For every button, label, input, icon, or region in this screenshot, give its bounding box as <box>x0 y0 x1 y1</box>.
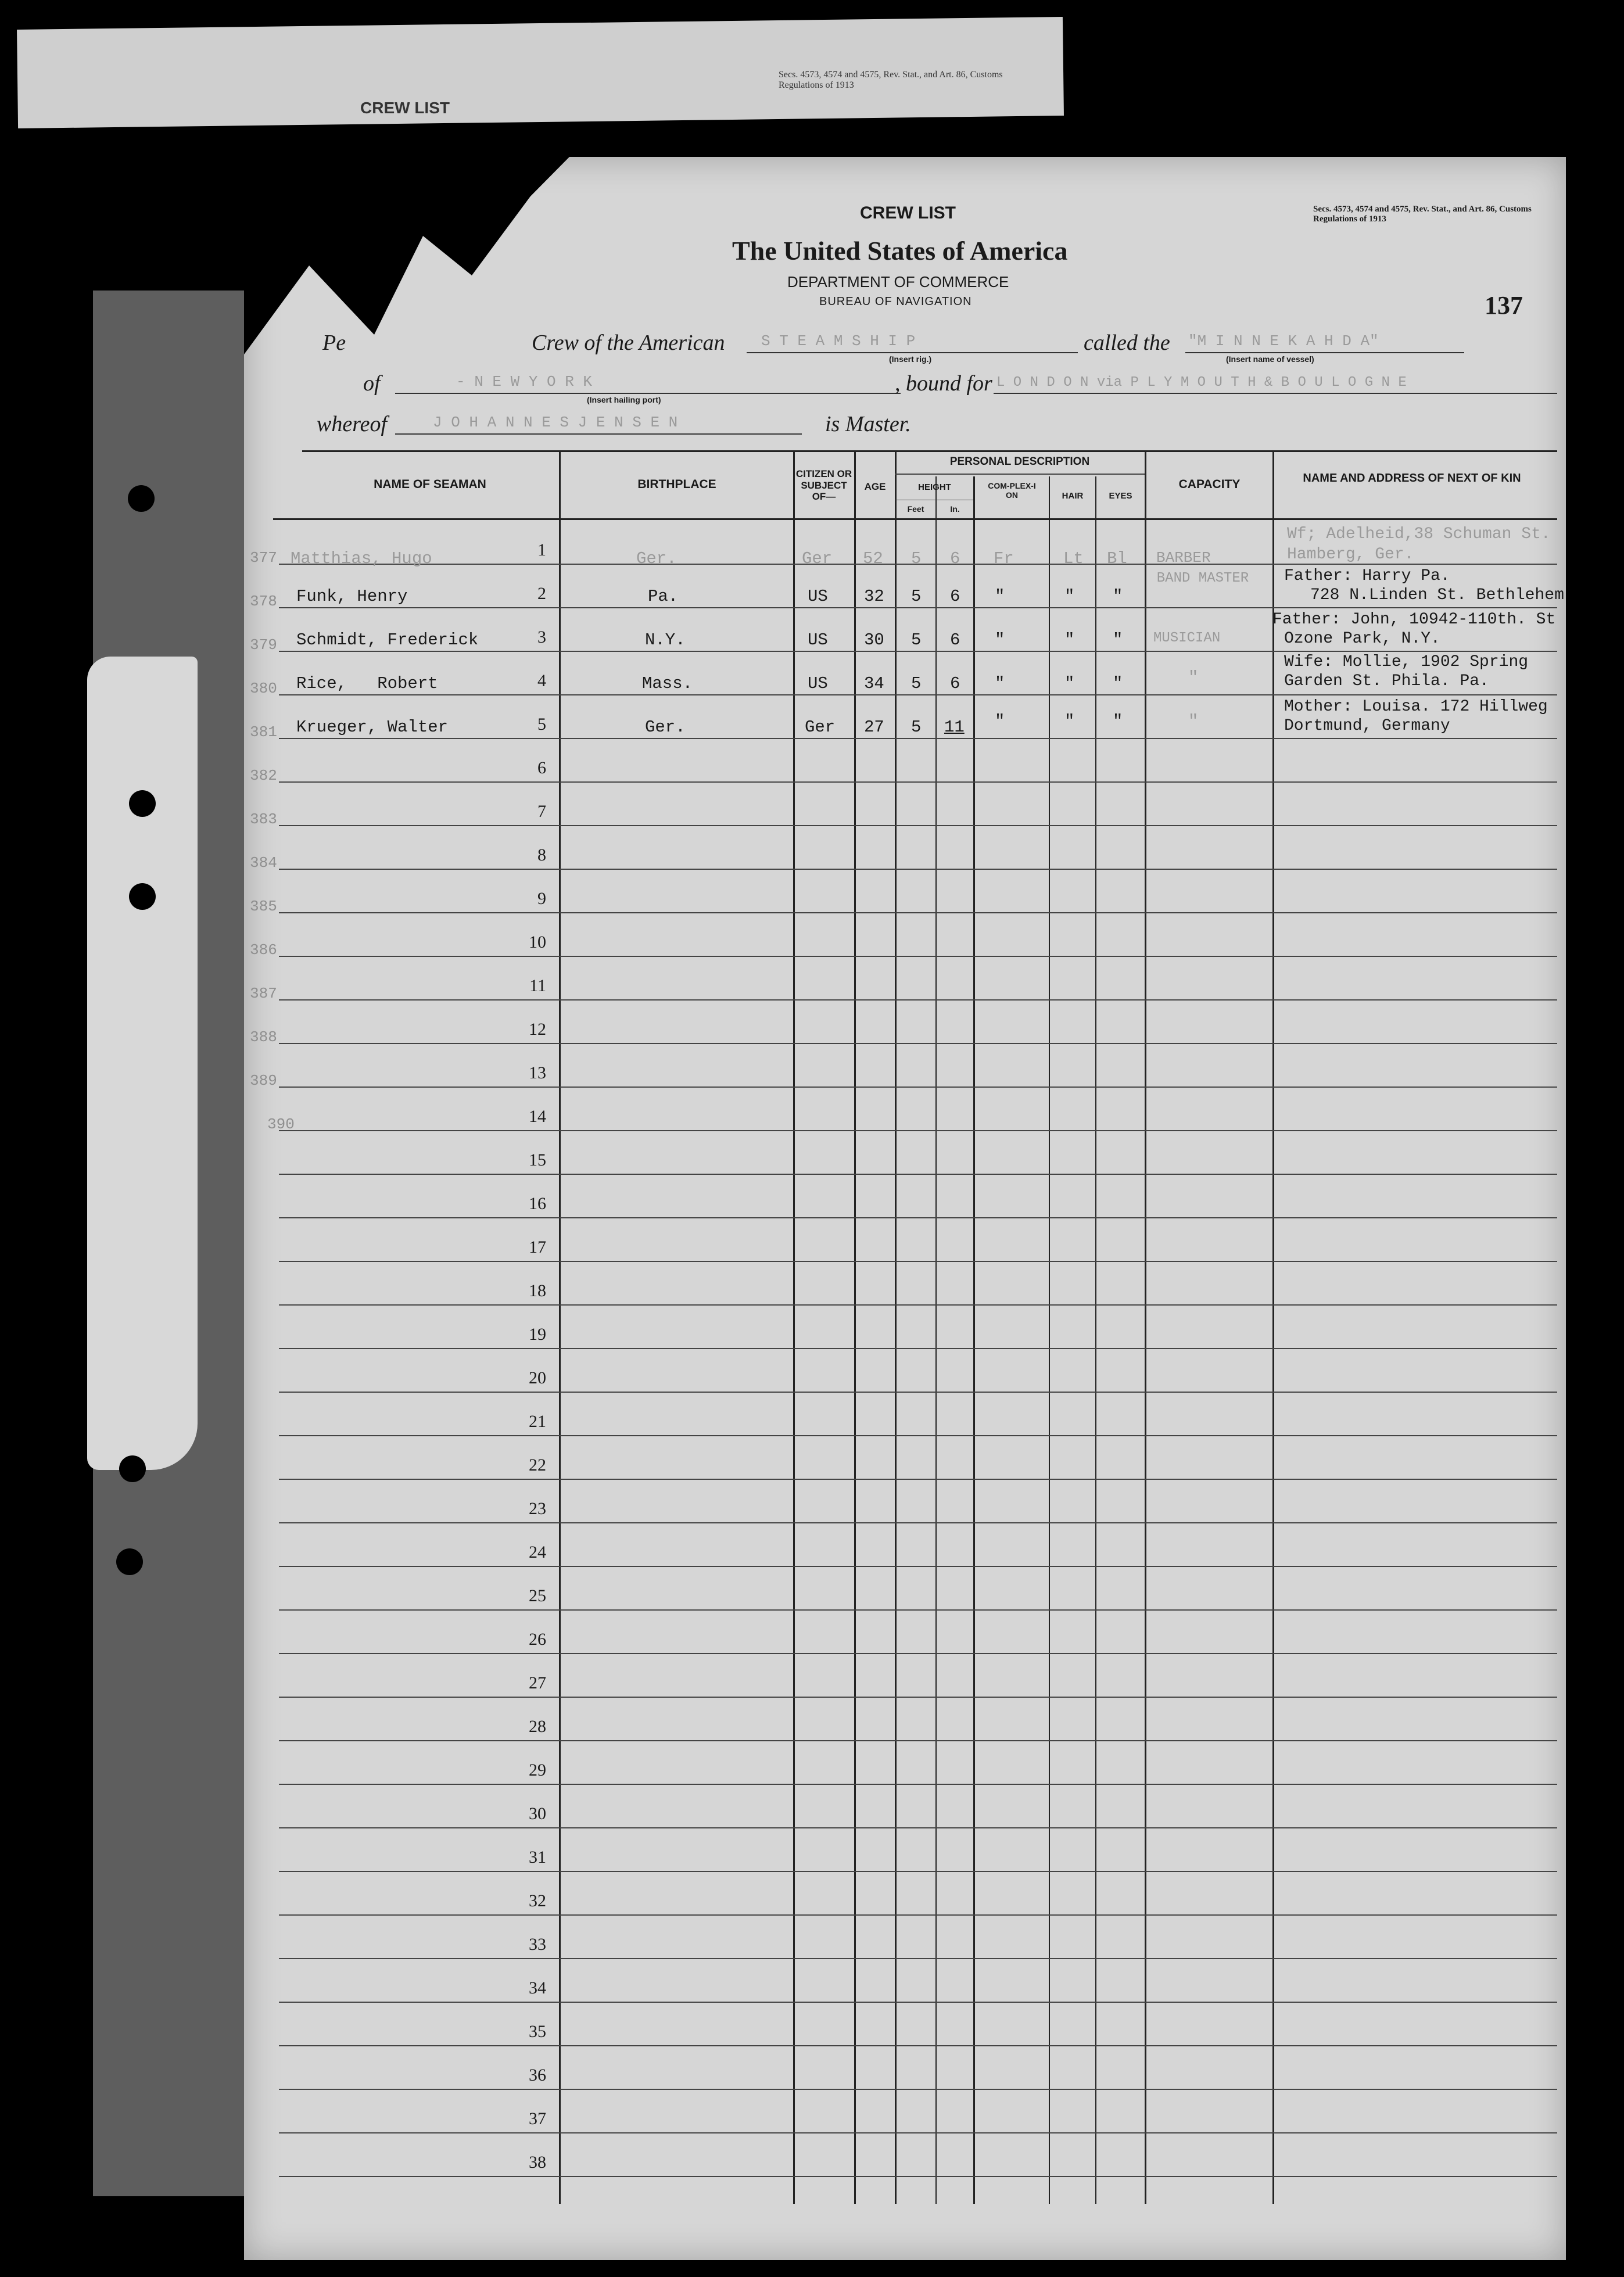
citizen: Ger <box>805 718 836 737</box>
hair: " <box>1064 674 1075 693</box>
row-number: 36 <box>529 2066 546 2085</box>
vessel-value: "M I N N E K A H D A" <box>1188 332 1379 350</box>
row-number: 9 <box>537 889 546 908</box>
eyes: " <box>1113 674 1123 693</box>
age: 27 <box>864 718 884 737</box>
back-sheet-title: CREW LIST <box>360 99 450 117</box>
complexion: " <box>995 630 1005 650</box>
row-number: 30 <box>529 1804 546 1823</box>
table-header-rule <box>273 518 1557 520</box>
row-number: 2 <box>537 584 546 603</box>
height-feet: 5 <box>911 630 922 650</box>
height-feet: 5 <box>911 549 922 568</box>
height-inches: 11 <box>944 718 965 737</box>
side-number: 380 <box>250 680 277 697</box>
punch-hole <box>116 1548 143 1575</box>
row-number: 37 <box>529 2109 546 2128</box>
row-number: 17 <box>529 1238 546 1257</box>
punch-hole <box>129 883 156 910</box>
side-number: 386 <box>250 941 277 959</box>
row-number: 24 <box>529 1543 546 1562</box>
row-number: 32 <box>529 1891 546 1910</box>
capacity: " <box>1188 712 1199 731</box>
next-of-kin-line: Hamberg, Ger. <box>1287 546 1414 564</box>
row-number: 22 <box>529 1455 546 1475</box>
row-number: 19 <box>529 1325 546 1344</box>
row-number: 25 <box>529 1586 546 1605</box>
rig-caption: (Insert rig.) <box>889 354 932 364</box>
height-feet: 5 <box>911 587 922 606</box>
punch-hole <box>119 1455 146 1482</box>
row-number: 12 <box>529 1020 546 1039</box>
side-number: 390 <box>267 1116 295 1133</box>
port-caption: (Insert hailing port) <box>587 395 661 404</box>
row-number: 7 <box>537 802 546 821</box>
capacity: BAND MASTER <box>1156 571 1249 586</box>
punch-hole <box>129 790 156 817</box>
height-inches: 6 <box>950 587 960 606</box>
next-of-kin-line: Ozone Park, N.Y. <box>1284 630 1440 648</box>
side-number: 377 <box>250 549 277 566</box>
col-name-of-seaman: NAME OF SEAMAN <box>374 478 486 491</box>
eyes: Bl <box>1107 549 1127 568</box>
birthplace: Pa. <box>648 587 679 606</box>
whereof-label: whereof <box>317 412 388 436</box>
side-number: 381 <box>250 723 277 741</box>
next-of-kin-line: Father: Harry Pa. <box>1284 567 1450 585</box>
personal-rule <box>895 474 1145 475</box>
col-birthplace: BIRTHPLACE <box>637 478 716 491</box>
complexion: " <box>995 712 1005 731</box>
eyes: " <box>1113 712 1123 731</box>
col-age: AGE <box>864 481 886 492</box>
seaman-name: Funk, Henry <box>296 587 408 606</box>
birthplace: Ger. <box>636 549 677 568</box>
birthplace: Mass. <box>642 674 693 693</box>
row-number: 1 <box>537 540 546 560</box>
seaman-name: Krueger, Walter <box>296 718 449 737</box>
col-capacity: CAPACITY <box>1178 478 1241 491</box>
col-inches: In. <box>950 504 960 514</box>
row-number: 5 <box>537 715 546 734</box>
of-label: of <box>363 371 381 396</box>
capacity: MUSICIAN <box>1153 630 1221 646</box>
row-number: 27 <box>529 1673 546 1692</box>
row-number: 13 <box>529 1063 546 1082</box>
row-number: 21 <box>529 1412 546 1431</box>
col-eyes: EYES <box>1109 491 1132 501</box>
height-inches: 6 <box>950 630 960 650</box>
side-number: 383 <box>250 811 277 828</box>
eyes: " <box>1113 630 1123 650</box>
row-number: 38 <box>529 2153 546 2172</box>
back-sheet-sections: Secs. 4573, 4574 and 4575, Rev. Stat., and Art. 86, Customs Regulations of 1913 <box>779 70 1003 90</box>
col-citizen: CITIZEN OR SUBJECT OF— <box>795 468 852 503</box>
height-inches: 6 <box>950 549 960 568</box>
birthplace: N.Y. <box>645 630 686 650</box>
side-number: 385 <box>250 898 277 915</box>
department: DEPARTMENT OF COMMERCE <box>787 273 1009 291</box>
next-of-kin-line: Wf; Adelheid,38 Schuman St. <box>1287 525 1551 543</box>
bureau: BUREAU OF NAVIGATION <box>819 295 972 308</box>
citizen: US <box>808 630 828 650</box>
next-of-kin-line: 728 N.Linden St. Bethlehem <box>1310 586 1564 604</box>
port-value: - N E W Y O R K <box>456 373 593 390</box>
side-number: 387 <box>250 985 277 1002</box>
side-number: 389 <box>250 1072 277 1089</box>
master-label: is Master. <box>825 412 911 436</box>
row-number: 18 <box>529 1281 546 1300</box>
hair: " <box>1064 630 1075 650</box>
row-number: 10 <box>529 933 546 952</box>
table-top-rule <box>302 450 1557 452</box>
form-title: CREW LIST <box>860 203 956 223</box>
hair: " <box>1064 587 1075 606</box>
side-number: 382 <box>250 767 277 784</box>
vessel-caption: (Insert name of vessel) <box>1226 354 1314 364</box>
side-number: 384 <box>250 854 277 872</box>
line1-mid: Crew of the American <box>532 331 725 355</box>
height-feet: 5 <box>911 674 922 693</box>
country-title: The United States of America <box>732 236 1068 266</box>
age: 34 <box>864 674 884 693</box>
row-number: 28 <box>529 1717 546 1736</box>
col-height: HEIGHT <box>918 482 951 492</box>
citizen: US <box>808 674 828 693</box>
col-hair: HAIR <box>1062 491 1084 501</box>
age: 30 <box>864 630 884 650</box>
row-number: 11 <box>529 976 546 995</box>
row-number: 33 <box>529 1935 546 1954</box>
complexion: " <box>995 674 1005 693</box>
rig-value: S T E A M S H I P <box>761 332 916 350</box>
row-number: 16 <box>529 1194 546 1213</box>
torn-paper-edge <box>87 657 198 1470</box>
side-number: 379 <box>250 636 277 654</box>
row-number: 8 <box>537 845 546 865</box>
punch-hole <box>128 485 155 512</box>
next-of-kin-line: Wife: Mollie, 1902 Spring <box>1284 653 1529 671</box>
hair: " <box>1064 712 1075 731</box>
citizen: Ger <box>802 549 833 568</box>
next-of-kin-line: Father: John, 10942-110th. St <box>1272 611 1556 629</box>
row-number: 3 <box>537 627 546 647</box>
row-number: 6 <box>537 758 546 777</box>
destination-value: L O N D O N via P L Y M O U T H & B O U L O G N E <box>996 375 1407 390</box>
row-number: 29 <box>529 1760 546 1780</box>
bound-label: , bound for <box>895 371 992 396</box>
row-number: 35 <box>529 2022 546 2041</box>
complexion: " <box>995 587 1005 606</box>
age: 52 <box>863 549 883 568</box>
page-number: 137 <box>1485 291 1523 320</box>
side-number: 378 <box>250 593 277 610</box>
height-feet: 5 <box>911 718 922 737</box>
age: 32 <box>864 587 884 606</box>
eyes: " <box>1113 587 1123 606</box>
row-number: 15 <box>529 1150 546 1170</box>
col-personal-description: PERSONAL DESCRIPTION <box>949 456 1090 468</box>
col-complexion: COM-PLEX-ION <box>988 481 1036 500</box>
citizen: US <box>808 587 828 606</box>
capacity: " <box>1188 668 1199 687</box>
regulation-sections: Secs. 4573, 4574 and 4575, Rev. Stat., and Art. 86, Customs Regulations of 1913 <box>1313 205 1532 224</box>
master-value: J O H A N N E S J E N S E N <box>433 414 678 431</box>
line1-prefix: Pe <box>322 331 346 355</box>
row-number: 31 <box>529 1848 546 1867</box>
row-number: 14 <box>529 1107 546 1126</box>
row-number: 4 <box>537 671 546 690</box>
called-label: called the <box>1084 331 1170 355</box>
seaman-name: Schmidt, Frederick <box>296 630 479 650</box>
row-number: 26 <box>529 1630 546 1649</box>
seaman-name: Rice, Robert <box>296 674 438 693</box>
birthplace: Ger. <box>645 718 686 737</box>
height-inches: 6 <box>950 674 960 693</box>
next-of-kin-line: Mother: Louisa. 172 Hillweg <box>1284 698 1548 716</box>
next-of-kin-line: Garden St. Phila. Pa. <box>1284 672 1489 690</box>
complexion: Fr <box>994 549 1014 568</box>
row-number: 20 <box>529 1368 546 1387</box>
capacity: BARBER <box>1156 549 1211 566</box>
row-number: 34 <box>529 1978 546 1998</box>
col-next-of-kin: NAME AND ADDRESS OF NEXT OF KIN <box>1303 472 1521 485</box>
side-number: 388 <box>250 1028 277 1046</box>
seaman-name: Matthias, Hugo <box>291 549 432 568</box>
row-number: 23 <box>529 1499 546 1518</box>
col-feet: Feet <box>907 504 924 514</box>
hair: Lt <box>1063 549 1084 568</box>
next-of-kin-line: Dortmund, Germany <box>1284 717 1450 735</box>
